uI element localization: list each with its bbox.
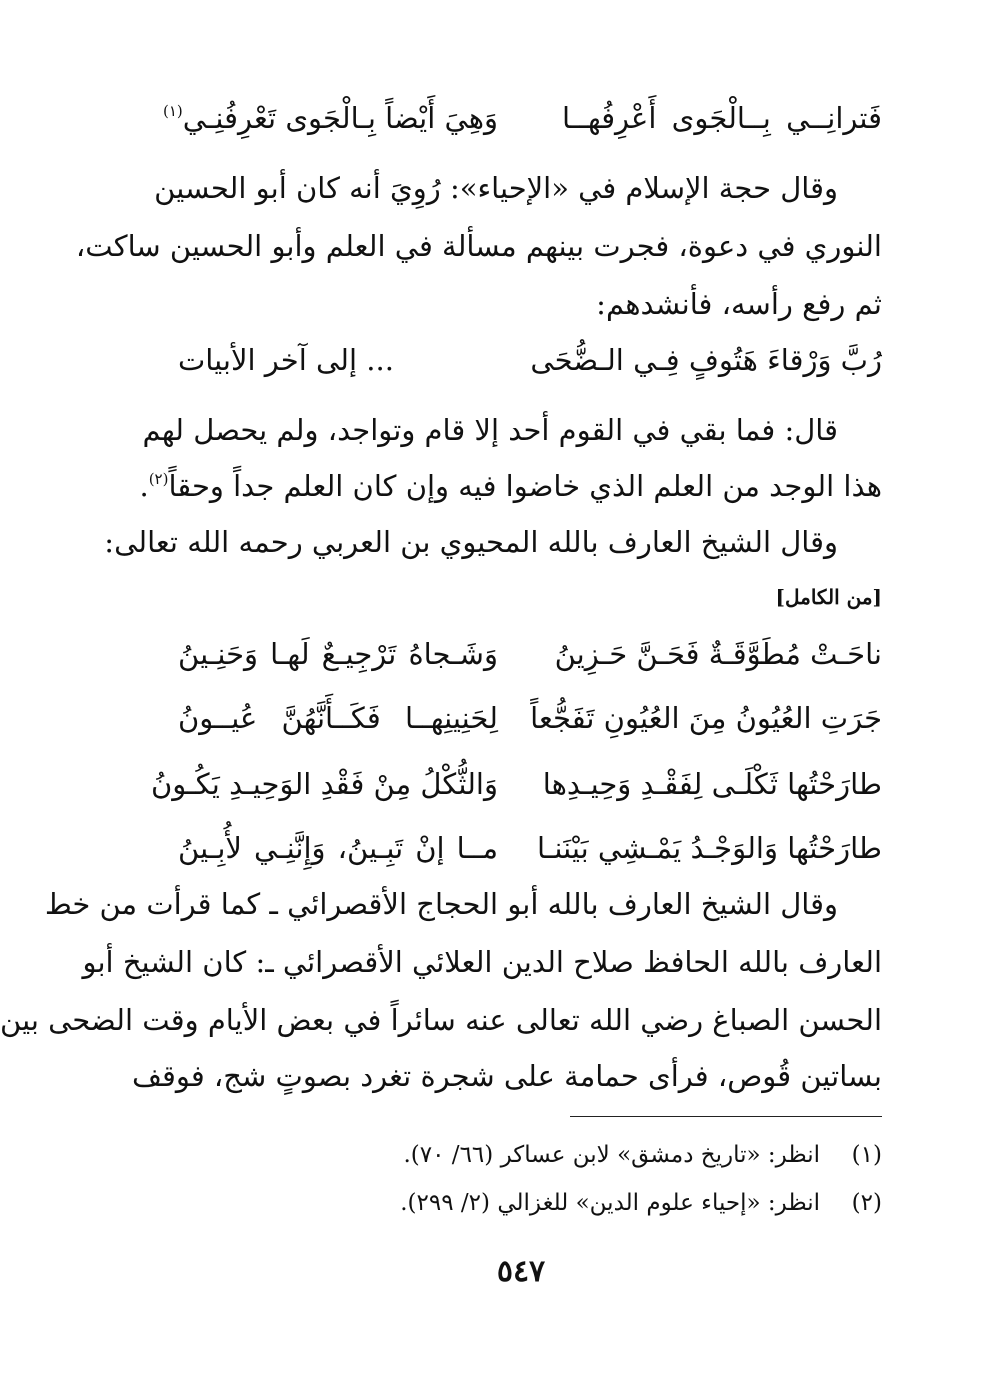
- paragraph3-line: وقال الشيخ العارف بالله المحيوي بن العربي رحمه الله تعالى:: [104, 525, 838, 559]
- poem-verse-4-first-hemistich: طارَحْتُها وَالوَجْـدُ يَمْـشِي بَيْنَنـا: [536, 831, 882, 865]
- paragraph1-line-2: النوري في دعوة، فجرت بينهم مسألة في العلم وأبو الحسين ساكت،: [75, 229, 882, 263]
- footnote-ref-1: (١): [162, 102, 183, 120]
- poem-verse-1: [178, 632, 882, 676]
- poem-verse-1-first-hemistich: ناحَـتْ مُطَوَّقَـةٌ فَحَـنَّ حَـزِينُ: [554, 637, 882, 671]
- footnote-2-text: انظر: «إحياء علوم الدين» للغزالي (٢/ ٢٩٩).: [400, 1190, 820, 1216]
- poem-verse-2: [178, 696, 882, 740]
- footnote-1-text: انظر: «تاريخ دمشق» لابن عساكر (٦٦/ ٧٠).: [403, 1142, 820, 1168]
- paragraph4-line-4: بساتين قُوص، فرأى حمامة على شجرة تغرد بصوتٍ شج، فوقف: [131, 1059, 882, 1093]
- verse-top-second-hemistich-text: وَهِيَ أَيْضاً بِـالْجَوى تَعْرِفُنِـي: [182, 101, 498, 135]
- paragraph4-line-3: الحسن الصباغ رضي الله تعالى عنه سائراً في بعض الأيام وقت الضحى بين: [0, 1003, 882, 1037]
- page-number: ٥٤٧: [496, 1254, 546, 1289]
- paragraph2-line-1: قال: فما بقي في القوم أحد إلا قام وتواجد، ولم يحصل لهم: [142, 413, 838, 447]
- poem-verse-2-first-hemistich: جَرَتِ العُيُونُ مِنَ العُيُونِ تَفَجُّعاً: [530, 701, 882, 735]
- footnote-1: [178, 1138, 882, 1172]
- paragraph4-line-1: وقال الشيخ العارف بالله أبو الحجاج الأقصرائي ـ كما قرأت من خط: [44, 887, 838, 921]
- paragraph1-line-3: ثم رفع رأسه، فأنشدهم:: [596, 287, 882, 321]
- footnote-2: [178, 1186, 882, 1220]
- poem-verse-4-second-hemistich: مــا إنْ تَبِـينُ، وَإِنَّنِـي لأُبِـينُ: [178, 831, 498, 865]
- paragraph2-line-2: [139, 466, 882, 506]
- poem-verse-3-second-hemistich: وَالثُّكْلُ مِنْ فَقْدِ الوَحِيـدِ يَكُـونُ: [151, 767, 498, 801]
- poem-verse-3: [151, 762, 882, 806]
- paragraph1-line-1: وقال حجة الإسلام في «الإحياء»: رُوِيَ أنه كان أبو الحسين: [154, 171, 838, 205]
- footnote-separator: [570, 1116, 882, 1117]
- footnote-ref-2: (٢): [148, 470, 169, 488]
- verse-top-second-hemistich: [162, 96, 498, 140]
- poem-verse-1-second-hemistich: وَشَـجاهُ تَرْجِيـعٌ لَهـا وَحَنِـينُ: [178, 637, 498, 671]
- poem-verse-4: [178, 826, 882, 870]
- poem-verse-3-first-hemistich: طارَحْتُها ثَكْلَـى لِفَقْـدِ وَحِيـدِها: [542, 767, 882, 801]
- verse-top: [162, 96, 882, 140]
- footnote-1-number: (١): [851, 1142, 882, 1168]
- paragraph4-line-2: العارف بالله الحافظ صلاح الدين العلائي الأقصرائي ـ: كان الشيخ أبو: [82, 945, 882, 979]
- poem-meter-label: [من الكامل]: [775, 585, 882, 609]
- paragraph2-line-2-text: هذا الوجد من العلم الذي خاضوا فيه وإن كان العلم جداً وحقاً: [168, 469, 882, 503]
- poem-verse-2-second-hemistich: لِحَنِينِهــا فَكَــأَنَّهُنَّ عُيــونُ: [178, 701, 498, 735]
- verse-mid-continuation: ... إلى آخر الأبيات: [178, 343, 394, 377]
- verse-mid: [178, 338, 882, 382]
- verse-top-first-hemistich: فَترانِــي بِــالْجَوى أَعْرِفُهــا: [562, 101, 882, 135]
- footnote-2-number: (٢): [851, 1190, 882, 1216]
- paragraph2-end-mark: .: [139, 469, 149, 503]
- verse-mid-first-hemistich: رُبَّ وَرْقاءَ هَتُوفٍ فِـي الـضُّحَى: [530, 343, 882, 377]
